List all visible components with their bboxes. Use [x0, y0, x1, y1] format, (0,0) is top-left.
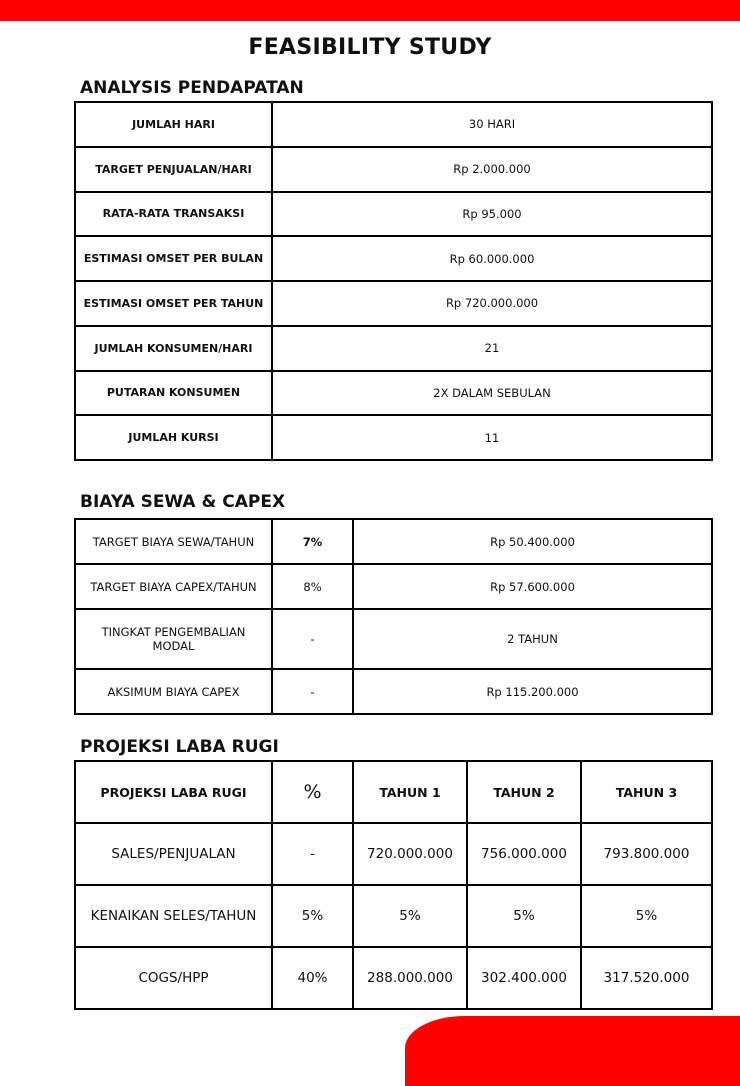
section-title-pendapatan: ANALYSIS PENDAPATAN: [80, 78, 304, 98]
sewa-table: [74, 518, 713, 715]
header-cell: TAHUN 3: [581, 761, 712, 823]
top-accent-bar: [0, 0, 740, 21]
row-value: Rp 60.000.000: [272, 236, 712, 281]
row-value: Rp 115.200.000: [353, 669, 712, 714]
header-cell: %: [272, 761, 353, 823]
table-row: [75, 947, 712, 1009]
table-row: [75, 609, 712, 669]
row-value: Rp 720.000.000: [272, 281, 712, 326]
table-cell: 302.400.000: [467, 947, 581, 1009]
row-label: TINGKAT PENGEMBALIAN MODAL: [75, 609, 272, 669]
table-cell: 5%: [272, 885, 353, 947]
document-title: FEASIBILITY STUDY: [248, 35, 492, 60]
table-row: [75, 823, 712, 885]
table-cell: 756.000.000: [467, 823, 581, 885]
row-label: PUTARAN KONSUMEN: [75, 371, 272, 416]
row-label: TARGET BIAYA SEWA/TAHUN: [75, 519, 272, 564]
table-row: [75, 102, 712, 147]
row-label: TARGET BIAYA CAPEX/TAHUN: [75, 564, 272, 609]
table-cell: -: [272, 823, 353, 885]
row-value: Rp 95.000: [272, 192, 712, 237]
row-percent: -: [272, 609, 353, 669]
section-title-laba: PROJEKSI LABA RUGI: [80, 737, 279, 757]
table-row: [75, 281, 712, 326]
row-label: TARGET PENJUALAN/HARI: [75, 147, 272, 192]
header-cell: TAHUN 2: [467, 761, 581, 823]
table-cell: 317.520.000: [581, 947, 712, 1009]
table-row: [75, 371, 712, 416]
row-value: 21: [272, 326, 712, 371]
table-cell: 793.800.000: [581, 823, 712, 885]
row-label: JUMLAH KURSI: [75, 415, 272, 460]
table-cell: 288.000.000: [353, 947, 467, 1009]
section-title-sewa: BIAYA SEWA & CAPEX: [80, 492, 286, 512]
header-cell: PROJEKSI LABA RUGI: [75, 761, 272, 823]
row-label: JUMLAH HARI: [75, 102, 272, 147]
table-cell: 5%: [467, 885, 581, 947]
row-value: 30 HARI: [272, 102, 712, 147]
table-row: [75, 564, 712, 609]
header-cell: TAHUN 1: [353, 761, 467, 823]
table-header-row: [75, 761, 712, 823]
table-row: [75, 519, 712, 564]
table-row: [75, 885, 712, 947]
bottom-accent-shape: [405, 1016, 740, 1086]
table-row: [75, 415, 712, 460]
table-row: [75, 236, 712, 281]
row-value: 2X DALAM SEBULAN: [272, 371, 712, 416]
table-row: [75, 326, 712, 371]
row-percent: 8%: [272, 564, 353, 609]
laba-rugi-table: [74, 760, 713, 1010]
table-cell: COGS/HPP: [75, 947, 272, 1009]
row-value: Rp 50.400.000: [353, 519, 712, 564]
pendapatan-table: [74, 101, 713, 461]
row-value: 2 TAHUN: [353, 609, 712, 669]
table-row: [75, 192, 712, 237]
table-cell: 720.000.000: [353, 823, 467, 885]
table-row: [75, 147, 712, 192]
table-row: [75, 669, 712, 714]
row-value: Rp 2.000.000: [272, 147, 712, 192]
table-cell: KENAIKAN SELES/TAHUN: [75, 885, 272, 947]
row-percent: 7%: [272, 519, 353, 564]
table-cell: 5%: [581, 885, 712, 947]
row-label: ESTIMASI OMSET PER BULAN: [75, 236, 272, 281]
row-label: ESTIMASI OMSET PER TAHUN: [75, 281, 272, 326]
row-percent: -: [272, 669, 353, 714]
table-cell: 40%: [272, 947, 353, 1009]
table-cell: SALES/PENJUALAN: [75, 823, 272, 885]
row-label: JUMLAH KONSUMEN/HARI: [75, 326, 272, 371]
table-cell: 5%: [353, 885, 467, 947]
row-label: RATA-RATA TRANSAKSI: [75, 192, 272, 237]
row-value: 11: [272, 415, 712, 460]
row-label: AKSIMUM BIAYA CAPEX: [75, 669, 272, 714]
row-value: Rp 57.600.000: [353, 564, 712, 609]
